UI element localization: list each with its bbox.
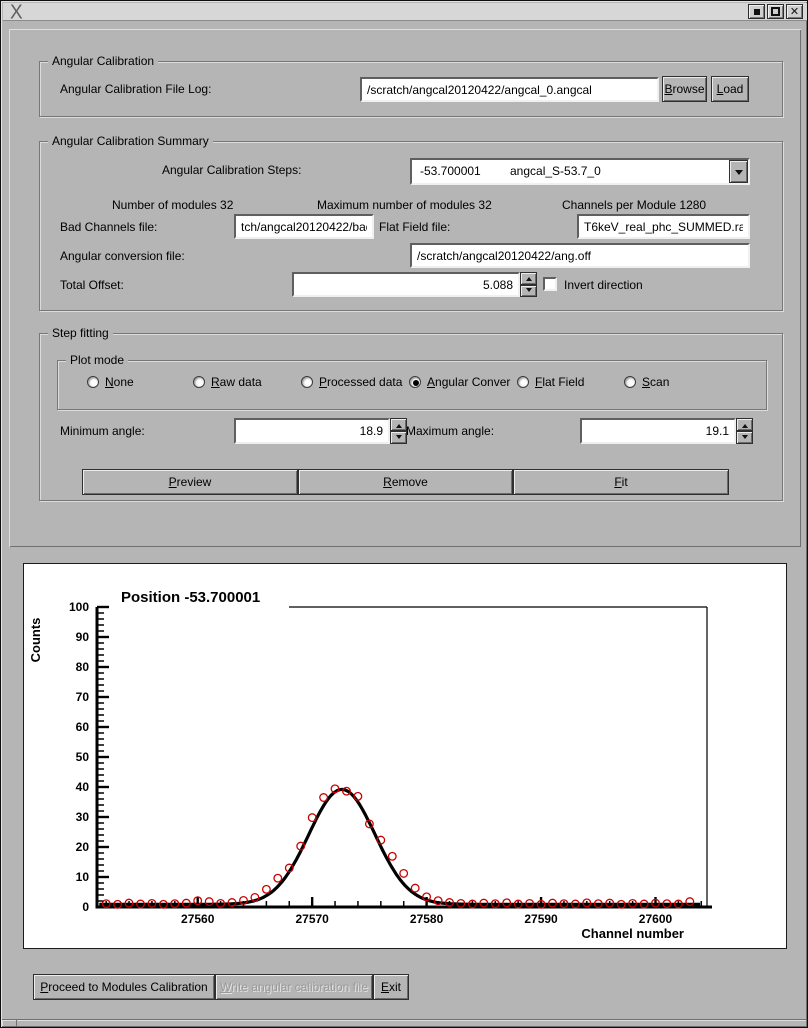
titlebar[interactable]: [3, 1, 807, 24]
remove-button[interactable]: R emove: [298, 469, 513, 495]
summary-legend: Angular Calibration Summary: [48, 134, 213, 148]
resize-notch: [16, 1020, 17, 1026]
proceed-modules-calibration-button[interactable]: P roceed to Modules Calibration: [33, 974, 215, 1000]
spin-down-button[interactable]: [736, 431, 753, 444]
ang-conv-label: Angular conversion file:: [60, 249, 185, 263]
steps-value-position: -53.700001: [420, 164, 481, 178]
radio-icon[interactable]: [193, 376, 205, 388]
angular-calibration-group: [39, 54, 783, 117]
minimize-button[interactable]: [748, 4, 765, 19]
fit-button[interactable]: F it: [513, 469, 729, 495]
plot-mode-label: None: [105, 375, 134, 389]
svg-text:90: 90: [75, 630, 89, 644]
total-offset-input[interactable]: [292, 272, 520, 297]
svg-text:100: 100: [68, 600, 89, 614]
plot-mode-group: [57, 353, 767, 410]
plot-mode-label: Raw data: [211, 375, 262, 389]
steps-value-name: angcal_S-53.7_0: [510, 164, 601, 178]
spin-up-button[interactable]: [736, 418, 753, 431]
plot-mode-raw-data[interactable]: [193, 375, 262, 389]
close-icon: ✕: [789, 5, 800, 18]
flat-field-input[interactable]: [577, 214, 750, 239]
steps-label: Angular Calibration Steps:: [162, 163, 302, 177]
svg-text:80: 80: [75, 660, 89, 674]
radio-icon[interactable]: [517, 376, 529, 388]
steps-combobox[interactable]: [410, 158, 750, 185]
spin-up-icon: [396, 421, 402, 428]
radio-icon[interactable]: [301, 376, 313, 388]
spin-up-icon: [526, 274, 532, 281]
radio-icon[interactable]: [409, 376, 421, 388]
spin-down-button[interactable]: [390, 431, 407, 444]
total-offset-label: Total Offset:: [60, 278, 124, 292]
svg-text:50: 50: [75, 750, 89, 764]
window-resize-frame[interactable]: [2, 1019, 806, 1026]
step-fitting-legend: Step fitting: [48, 326, 113, 340]
plot-mode-flat-field[interactable]: [517, 375, 584, 389]
plot-mode-label: Scan: [642, 375, 670, 389]
svg-text:Channel number: Channel number: [581, 926, 684, 941]
invert-direction-checkbox[interactable]: [543, 277, 557, 291]
spin-down-button[interactable]: [520, 285, 537, 298]
spin-down-icon: [526, 288, 532, 295]
step-fitting-group: [39, 326, 783, 501]
maximize-button[interactable]: [767, 4, 784, 19]
chart-svg: [24, 564, 786, 948]
max-angle-label: Maximum angle:: [406, 424, 495, 438]
radio-icon[interactable]: [624, 376, 636, 388]
spin-down-icon: [396, 435, 402, 442]
svg-text:27580: 27580: [409, 912, 444, 926]
chevron-down-icon: [735, 170, 743, 179]
svg-text:40: 40: [75, 780, 89, 794]
radio-icon[interactable]: [87, 376, 99, 388]
preview-button[interactable]: P review: [82, 469, 298, 495]
file-log-input[interactable]: [360, 77, 659, 102]
summary-group: [39, 134, 783, 311]
svg-text:20: 20: [75, 840, 89, 854]
plot-mode-processed-data[interactable]: [301, 375, 402, 389]
plot-mode-legend: Plot mode: [66, 353, 128, 367]
svg-text:27560: 27560: [181, 912, 215, 926]
svg-text:30: 30: [75, 810, 89, 824]
plot-mode-label: Flat Field: [535, 375, 585, 389]
spin-up-button[interactable]: [390, 418, 407, 431]
steps-dropdown-button[interactable]: [729, 160, 748, 183]
flat-field-label: Flat Field file:: [379, 220, 451, 234]
plot-mode-scan[interactable]: [624, 375, 669, 389]
plot-mode-angular-conver[interactable]: [409, 375, 510, 389]
min-angle-label: Minimum angle:: [60, 424, 145, 438]
svg-text:27600: 27600: [638, 912, 673, 926]
total-offset-spinner[interactable]: [520, 272, 537, 297]
channels-info: Channels per Module 1280: [562, 198, 707, 212]
min-angle-spinner[interactable]: [390, 418, 407, 444]
ang-conv-input[interactable]: [410, 243, 750, 268]
modules-info: Number of modules 32: [112, 198, 234, 212]
browse-button[interactable]: B rowse: [662, 76, 707, 102]
svg-text:60: 60: [75, 720, 89, 734]
svg-text:70: 70: [75, 690, 89, 704]
minimize-icon: [754, 9, 760, 15]
bad-channels-input[interactable]: [234, 214, 374, 239]
app-icon: X: [10, 1, 23, 24]
close-button[interactable]: [786, 4, 803, 19]
plot-mode-label: Processed data: [319, 375, 403, 389]
max-angle-spinner[interactable]: [736, 418, 753, 444]
svg-text:10: 10: [75, 870, 89, 884]
svg-text:Counts: Counts: [28, 617, 43, 663]
svg-text:0: 0: [82, 900, 89, 914]
max-modules-info: Maximum number of modules 32: [317, 198, 492, 212]
plot-mode-radios: [58, 361, 766, 409]
spin-up-button[interactable]: [520, 272, 537, 285]
spin-up-icon: [742, 421, 748, 428]
maximize-icon: [771, 7, 780, 16]
exit-button[interactable]: E xit: [373, 974, 409, 1000]
svg-text:Position -53.700001: Position -53.700001: [121, 589, 261, 606]
max-angle-input[interactable]: [580, 418, 736, 444]
bad-channels-label: Bad Channels file:: [60, 220, 158, 234]
load-button[interactable]: L oad: [711, 76, 749, 102]
plot-mode-label: Angular Conver: [427, 375, 511, 389]
file-log-label: Angular Calibration File Log:: [60, 82, 212, 96]
invert-direction-label: Invert direction: [564, 278, 643, 292]
plot-mode-none[interactable]: [87, 375, 134, 389]
chart-panel: [23, 563, 787, 949]
write-angular-calibration-file-button: W rite angular calibration file: [215, 974, 373, 1000]
spin-down-icon: [742, 435, 748, 442]
svg-text:27570: 27570: [295, 912, 329, 926]
angular-calibration-legend: Angular Calibration: [48, 54, 158, 68]
svg-text:27590: 27590: [524, 912, 558, 926]
min-angle-input[interactable]: [234, 418, 390, 444]
